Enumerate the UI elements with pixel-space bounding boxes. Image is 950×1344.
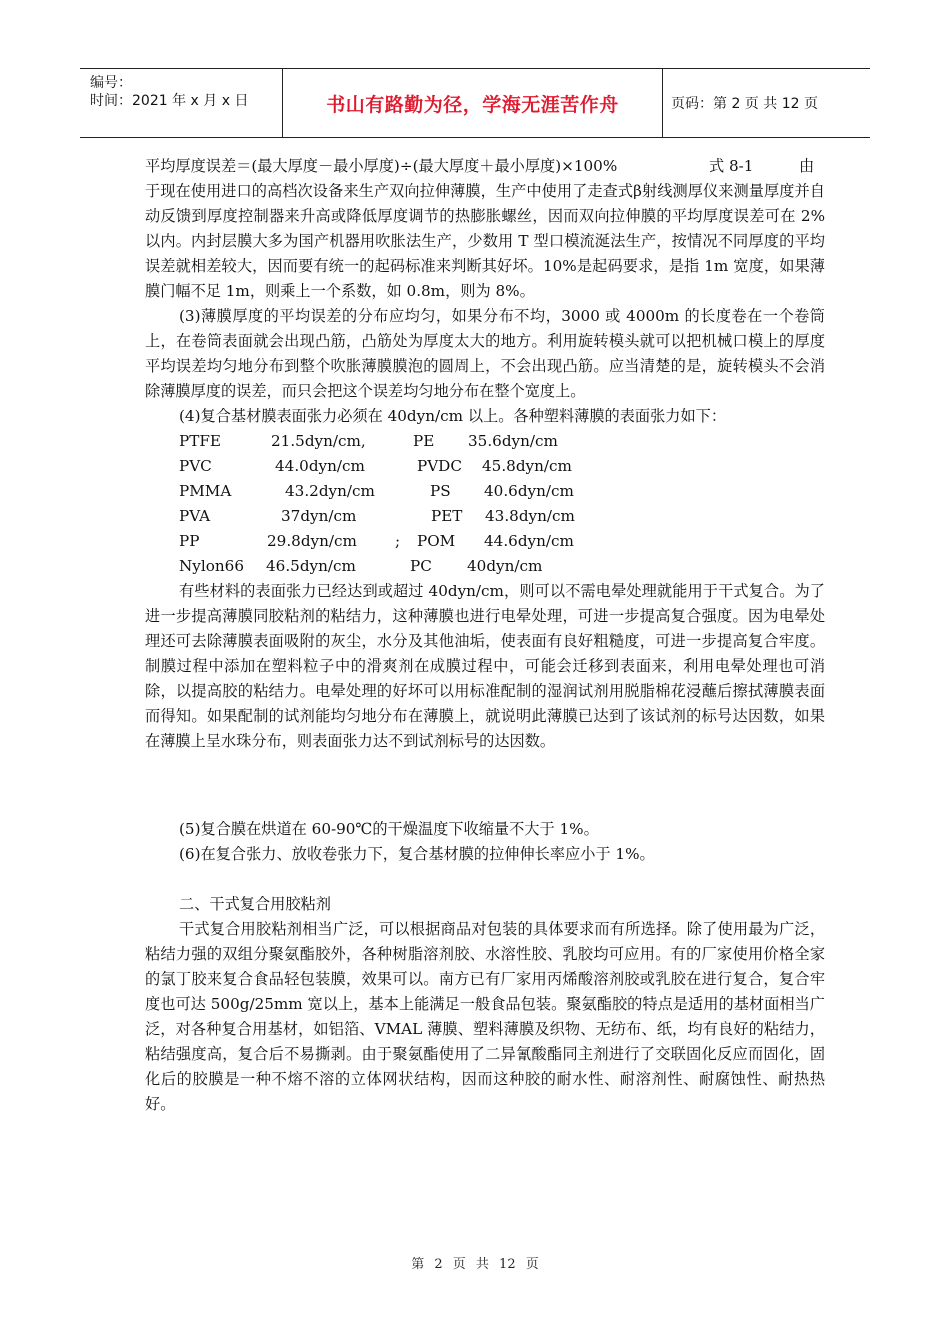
material-name: PET — [431, 507, 463, 525]
header-motto: 书山有路勤为径，学海无涯苦作舟 — [283, 69, 663, 137]
header-time-label: 时间：2021 年 x 月 x 日 — [90, 93, 249, 109]
material-name: PC — [410, 557, 432, 575]
surface-tension-table — [145, 429, 825, 579]
tension-row — [145, 554, 825, 579]
material-tension: 44.6dyn/cm — [484, 532, 574, 550]
tension-row — [145, 479, 825, 504]
paragraph-thickness-distribution: (3)薄膜厚度的平均误差的分布应均匀，如果分布不均，3000 或 4000m 的长度卷在一个卷筒上，在卷筒表面就会出现凸筋，凸筋处为厚度太大的地方。利用旋转模头就可以把机械口模上的厚度平均误差均匀地分布到整个吹胀薄膜膜泡的圆周上，不会出现凸筋。应当清楚的是，旋转模头不会消除薄膜厚度的误差，而只会把这个误差均匀地分布在整个宽度上。 — [145, 307, 825, 400]
header-meta — [80, 69, 283, 137]
material-name: PP — [179, 532, 200, 550]
material-tension: 43.2dyn/cm — [285, 482, 375, 500]
tension-row — [145, 454, 825, 479]
material-tension: 45.8dyn/cm — [482, 457, 572, 475]
formula-line — [145, 154, 825, 179]
material-name: Nylon66 — [179, 557, 244, 575]
material-name: POM — [417, 532, 456, 550]
header-page-label: 页码：第 2 页 共 12 页 — [671, 96, 818, 112]
section-title: 二、干式复合用胶粘剂 — [179, 895, 331, 913]
material-name: PVA — [179, 507, 211, 525]
material-tension: 37dyn/cm — [281, 507, 357, 525]
document-body — [145, 154, 825, 1117]
paragraph-corona-treatment: 有些材料的表面张力已经达到或超过 40dyn/cm，则可以不需电晕处理就能用于干式复合。为了进一步提高薄膜同胶粘剂的粘结力，这种薄膜也进行电晕处理，可进一步提高复合强度。因为电晕处理还可去除薄膜表面吸附的灰尘，水分及其他油垢，使表面有良好粗糙度，可进一步提高复合牢度。制膜过程中添加在塑料粒子中的滑爽剂在成膜过程中，可能会迁移到表面来，利用电晕处理也可消除，以提高胶的粘结力。电晕处理的好坏可以用标准配制的湿润试剂用脱脂棉花浸蘸后擦拭薄膜表面而得知。如果配制的试剂能均匀地分布在薄膜上，就说明此薄膜已达到了该试剂的标号达因数，如果在薄膜上呈水珠分布，则表面张力达不到试剂标号的达因数。 — [145, 582, 825, 750]
document-header — [80, 68, 870, 138]
row-separator: ; — [395, 532, 401, 550]
material-tension: 21.5dyn/cm, — [271, 432, 366, 450]
material-name: PE — [413, 432, 435, 450]
material-tension: 40.6dyn/cm — [484, 482, 574, 500]
material-name: PVC — [179, 457, 212, 475]
material-tension: 43.8dyn/cm — [485, 507, 575, 525]
paragraph-thickness-error: 于现在使用进口的高档次设备来生产双向拉伸薄膜，生产中使用了走查式β射线测厚仪来测量厚度并自动反馈到厚度控制器来升高或降低厚度调节的热膨胀螺丝，因而双向拉伸膜的平均厚度误差可在 2%以内。内封层膜大多为国产机器用吹胀法生产，少数用 T 型口模流涎法生产，按情况不同厚度的平均误差就相差较大，因而要有统一的起码标准来判断其好坏。10%是起码要求，是指 1m 宽度，如果薄膜门幅不足 1m，则乘上一个系数，如 0.8m，则为 8%。 — [145, 182, 825, 300]
tension-row — [145, 504, 825, 529]
material-tension: 40dyn/cm — [467, 557, 543, 575]
paragraph-surface-tension: (4)复合基材膜表面张力必须在 40dyn/cm 以上。各种塑料薄膜的表面张力如下： — [179, 407, 727, 425]
paragraph-elongation: (6)在复合张力、放收卷张力下，复合基材膜的拉伸伸长率应小于 1%。 — [179, 845, 655, 863]
tension-row — [145, 529, 825, 554]
material-tension: 44.0dyn/cm — [275, 457, 365, 475]
paragraph-adhesives: 干式复合用胶粘剂相当广泛，可以根据商品对包装的具体要求而有所选择。除了使用最为广泛，粘结力强的双组分聚氨酯胶外，各种树脂溶剂胶、水溶性胶、乳胶均可应用。有的厂家使用价格全家的氯丁胶来复合食品轻包装膜，效果可以。南方已有厂家用丙烯酸溶剂胶或乳胶在进行复合，复合牢度也可达 500g/25mm 宽以上，基本上能满足一般食品包装。聚氨酯胶的特点是适用的基材面相当广泛，对各种复合用基材，如铝箔、VMAL 薄膜、塑料薄膜及织物、无纺布、纸，均有良好的粘结力，粘结强度高，复合后不易撕剥。由于聚氨酯使用了二异氰酸酯同主剂进行了交联固化反应而固化，固化后的胶膜是一种不熔不溶的立体网状结构，因而这种胶的耐水性、耐溶剂性、耐腐蚀性、耐热热好。 — [145, 920, 825, 1113]
footer-page-number: 第 2 页 共 12 页 — [411, 1257, 539, 1272]
page-footer — [0, 1253, 950, 1272]
formula-tail: 由 — [799, 157, 815, 175]
formula-text: 平均厚度误差＝(最大厚度－最小厚度)÷(最大厚度＋最小厚度)×100% — [145, 157, 618, 175]
header-number-label: 编号： — [90, 75, 132, 91]
material-tension: 46.5dyn/cm — [266, 557, 356, 575]
material-name: PMMA — [179, 482, 232, 500]
material-tension: 29.8dyn/cm — [267, 532, 357, 550]
material-name: PVDC — [417, 457, 462, 475]
material-name: PTFE — [179, 432, 221, 450]
material-name: PS — [430, 482, 451, 500]
tension-row — [145, 429, 825, 454]
material-tension: 35.6dyn/cm — [468, 432, 558, 450]
paragraph-shrinkage: (5)复合膜在烘道在 60-90℃的干燥温度下收缩量不大于 1%。 — [179, 820, 599, 838]
formula-ref: 式 8-1 — [709, 157, 754, 175]
